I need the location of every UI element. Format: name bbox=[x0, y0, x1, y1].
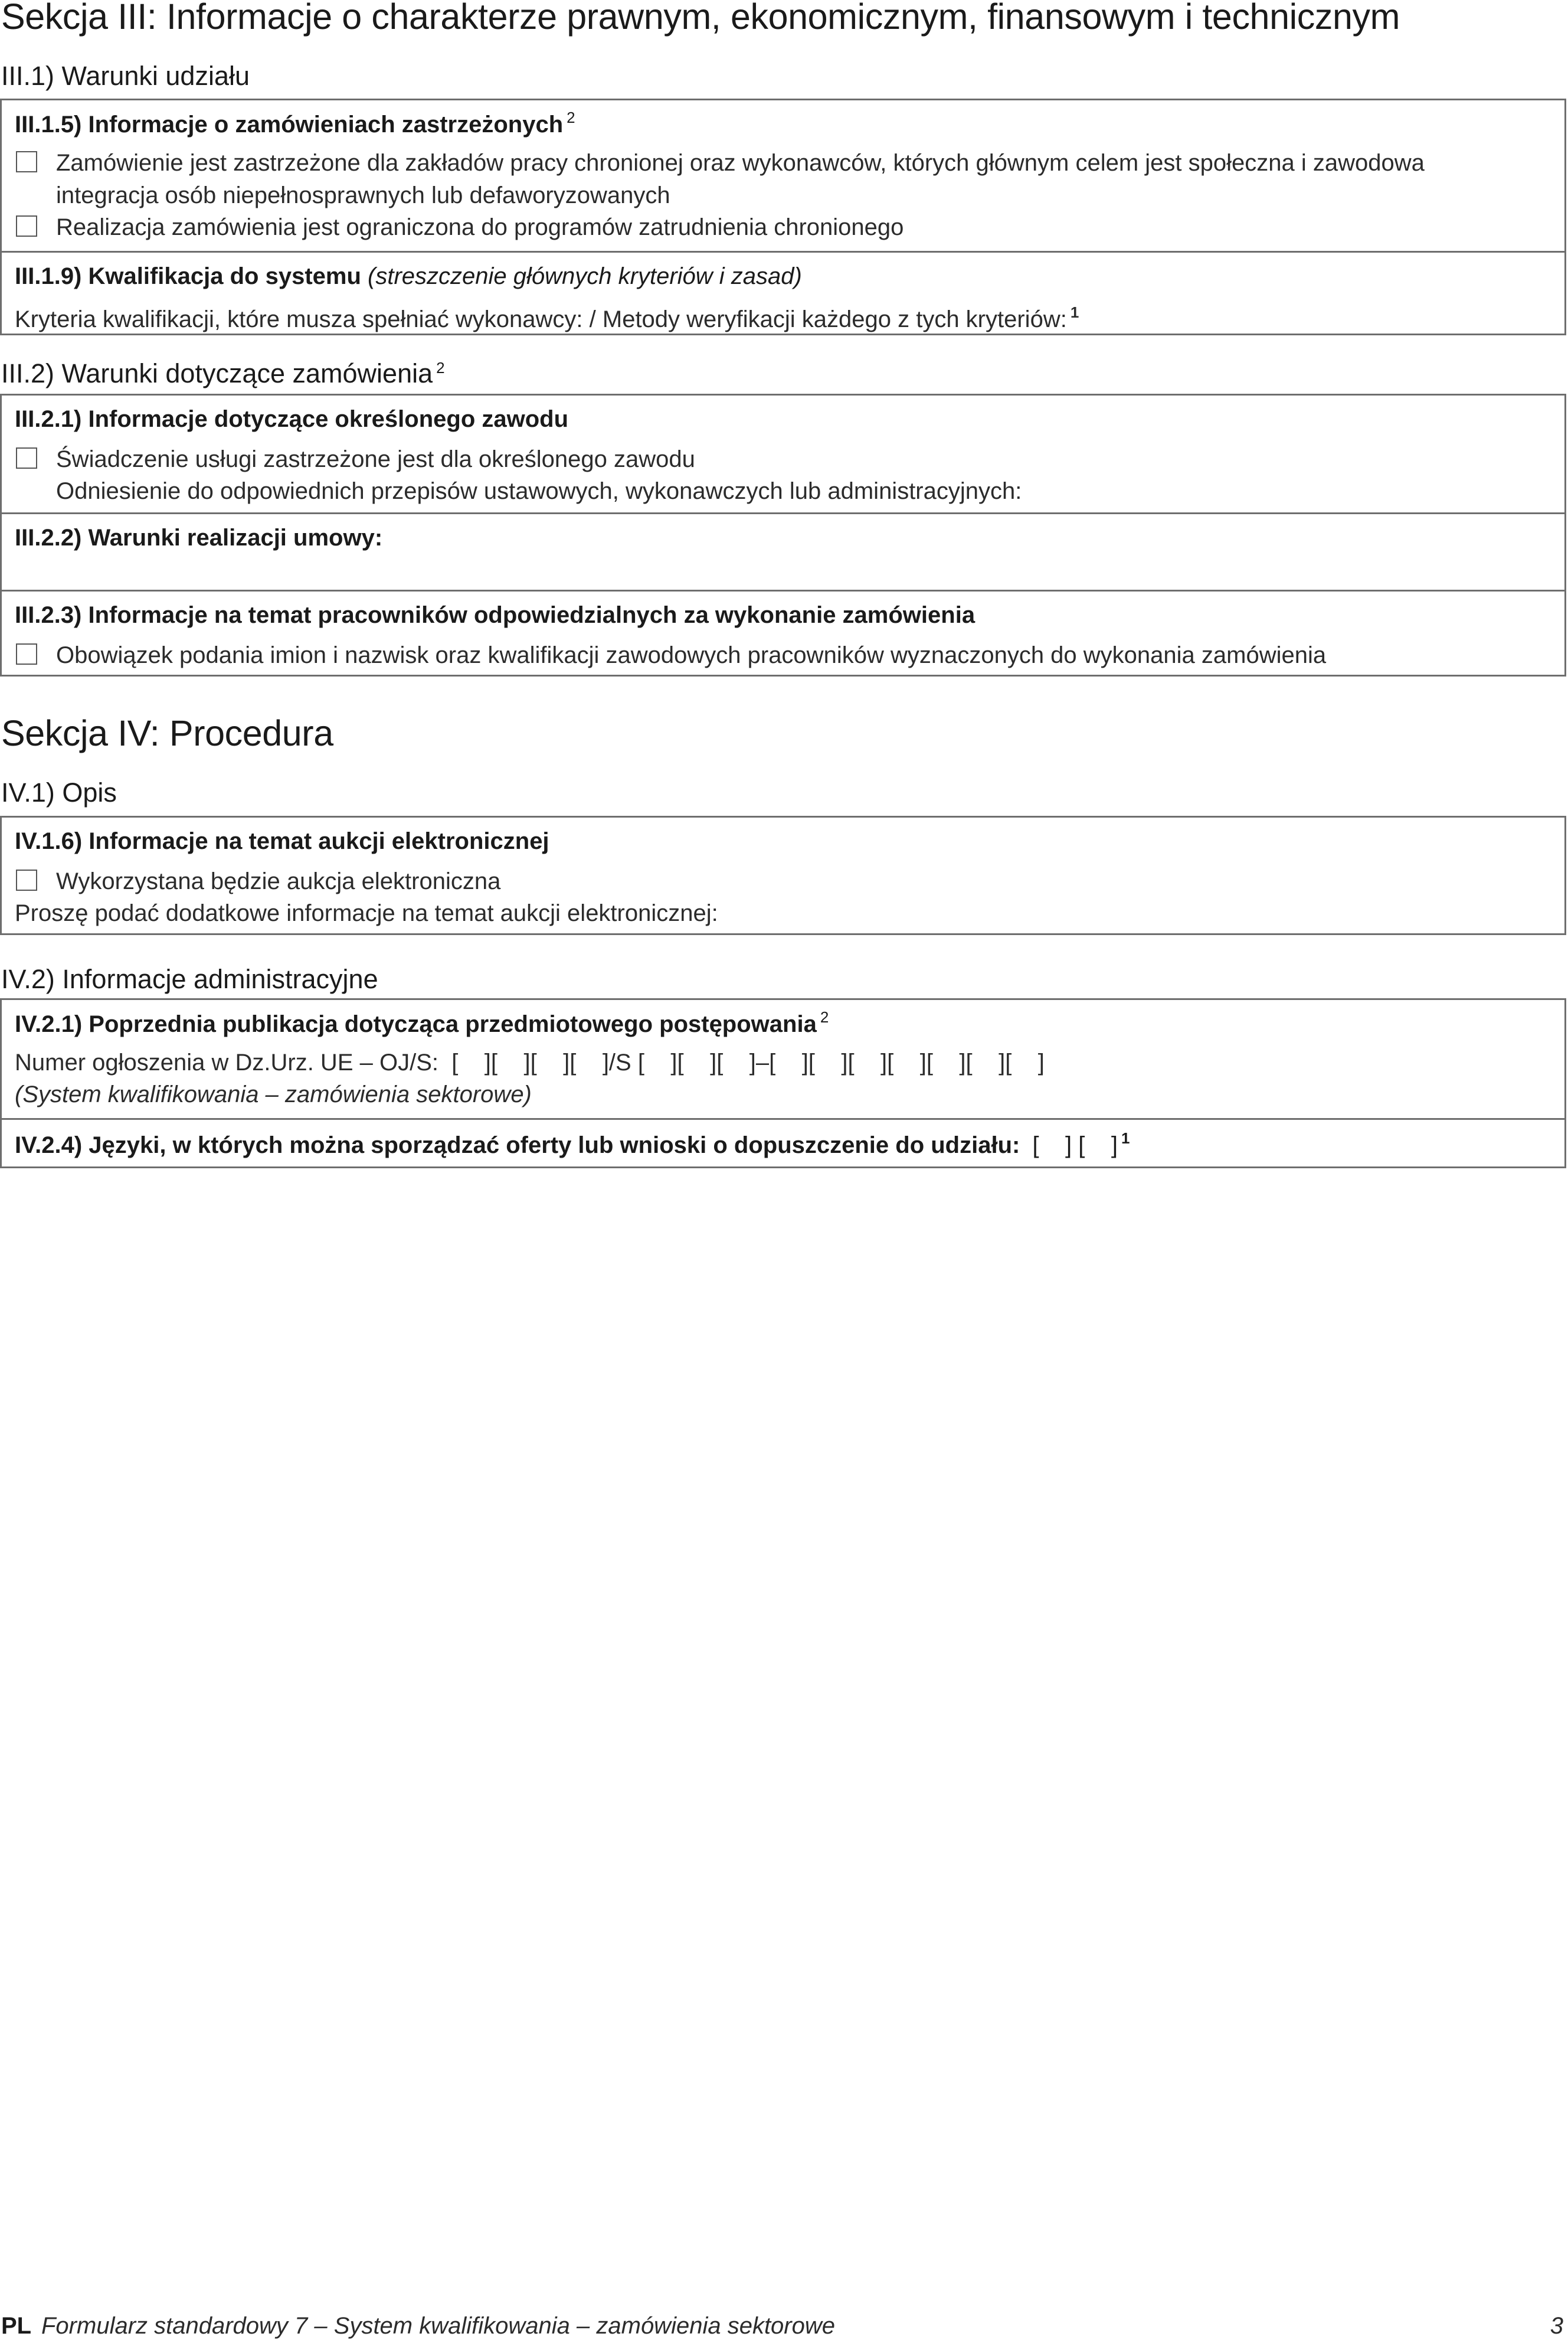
staff-names-label: Obowiązek podania imion i nazwisk oraz kwalifikacji zawodowych pracowników wyznaczonych do wykonania zamówienia bbox=[56, 642, 1327, 668]
reserved-contract-label-1: Zamówienie jest zastrzeżone dla zakładów pracy chronionej oraz wykonawców, których głównym celem jest społeczna i zawodowa bbox=[56, 150, 1425, 176]
field-4-2-1 bbox=[2, 1000, 1564, 1118]
profession-reserved-label: Świadczenie usługi zastrzeżone jest dla określonego zawodu bbox=[56, 446, 695, 472]
field-3-2-2-heading: III.2.2) Warunki realizacji umowy: bbox=[15, 525, 383, 551]
qualification-criteria-line bbox=[15, 305, 1079, 331]
e-auction-label: Wykorzystana będzie aukcja elektroniczna bbox=[56, 868, 501, 894]
subsection-3-2-title bbox=[1, 360, 445, 387]
field-3-1-5 bbox=[2, 100, 1564, 251]
field-3-2-3-heading: III.2.3) Informacje na temat pracowników odpowiedzialnych za wykonanie zamówienia bbox=[15, 602, 976, 628]
section-4-title: Sekcja IV: Procedura bbox=[1, 713, 333, 753]
field-4-1-6-heading: IV.1.6) Informacje na temat aukcji elektronicznej bbox=[15, 828, 549, 854]
box-3-1 bbox=[0, 99, 1566, 335]
box-4-2 bbox=[0, 998, 1566, 1168]
footnote-ref: 1 bbox=[1121, 1129, 1130, 1147]
footnote-ref: 2 bbox=[436, 359, 445, 377]
oj-notice-number-field[interactable]: Numer ogłoszenia w Dz.Urz. UE – OJ/S: [ ][ ][ ][ ]/S [ ][ ][ ]–[ ][ ][ ][ ][ ][ ][ ] bbox=[15, 1050, 1045, 1076]
field-3-2-2 bbox=[2, 512, 1564, 590]
system-type-note: (System kwalifikowania – zamówienia sektorowe) bbox=[15, 1081, 532, 1107]
footnote-ref: 2 bbox=[820, 1008, 829, 1026]
field-4-1-6 bbox=[2, 818, 1564, 933]
e-auction-info-label: Proszę podać dodatkowe informacje na temat aukcji elektronicznej: bbox=[15, 900, 718, 926]
staff-names-checkbox[interactable] bbox=[16, 643, 37, 665]
field-4-2-1-heading bbox=[15, 1009, 829, 1036]
sheltered-employment-label: Realizacja zamówienia jest ograniczona do programów zatrudnienia chronionego bbox=[56, 214, 904, 240]
subsection-4-2-title: IV.2) Informacje administracyjne bbox=[1, 964, 378, 994]
field-4-2-4 bbox=[2, 1118, 1564, 1166]
field-3-1-5-heading-text: III.1.5) Informacje o zamówieniach zastrzeżonych bbox=[15, 112, 564, 138]
footnote-ref: 2 bbox=[567, 109, 575, 126]
footer-page-number: 3 bbox=[1550, 2313, 1563, 2339]
legal-reference-label: Odniesienie do odpowiednich przepisów ustawowych, wykonawczych lub administracyjnych: bbox=[56, 478, 1022, 504]
box-4-1 bbox=[0, 816, 1566, 935]
field-4-2-1-heading-text: IV.2.1) Poprzednia publikacja dotycząca przedmiotowego postępowania bbox=[15, 1011, 817, 1037]
field-3-1-9-subheading: (streszczenie głównych kryteriów i zasad) bbox=[368, 263, 802, 289]
field-3-1-9-heading bbox=[15, 264, 802, 288]
field-4-2-4-heading-text: IV.2.4) Języki, w których można sporządzać oferty lub wnioski o dopuszczenie do udziału: bbox=[15, 1132, 1020, 1158]
field-3-1-9 bbox=[2, 251, 1564, 334]
subsection-3-2-title-text: III.2) Warunki dotyczące zamówienia bbox=[1, 358, 433, 388]
subsection-3-1-title: III.1) Warunki udziału bbox=[1, 61, 250, 91]
reserved-contract-checkbox[interactable] bbox=[16, 151, 37, 172]
field-4-2-4-heading bbox=[15, 1130, 1130, 1157]
field-3-2-1-heading: III.2.1) Informacje dotyczące określonego zawodu bbox=[15, 406, 569, 432]
subsection-4-1-title: IV.1) Opis bbox=[1, 777, 117, 808]
profession-reserved-checkbox[interactable] bbox=[16, 447, 37, 469]
field-3-1-5-heading bbox=[15, 110, 575, 136]
e-auction-checkbox[interactable] bbox=[16, 870, 37, 891]
field-3-2-3 bbox=[2, 590, 1564, 675]
reserved-contract-label-2: integracja osób niepełnosprawnych lub defaworyzowanych bbox=[56, 182, 670, 208]
qualification-criteria-text: Kryteria kwalifikacji, które musza spełniać wykonawcy: / Metody weryfikacji każdego z tych kryteriów: bbox=[15, 306, 1067, 332]
field-3-1-9-heading-text: III.1.9) Kwalifikacja do systemu bbox=[15, 263, 361, 289]
languages-field[interactable]: [ ] [ ] bbox=[1032, 1132, 1118, 1158]
footnote-ref: 1 bbox=[1070, 303, 1079, 321]
box-3-2 bbox=[0, 394, 1566, 677]
sheltered-employment-checkbox[interactable] bbox=[16, 215, 37, 237]
field-3-2-1 bbox=[2, 396, 1564, 512]
page-footer bbox=[1, 2313, 1563, 2339]
footer-form-title: Formularz standardowy 7 – System kwalifikowania – zamówienia sektorowe bbox=[41, 2313, 835, 2339]
footer-language-code: PL bbox=[1, 2313, 32, 2339]
section-3-title: Sekcja III: Informacje o charakterze prawnym, ekonomicznym, finansowym i technicznym bbox=[1, 0, 1400, 37]
